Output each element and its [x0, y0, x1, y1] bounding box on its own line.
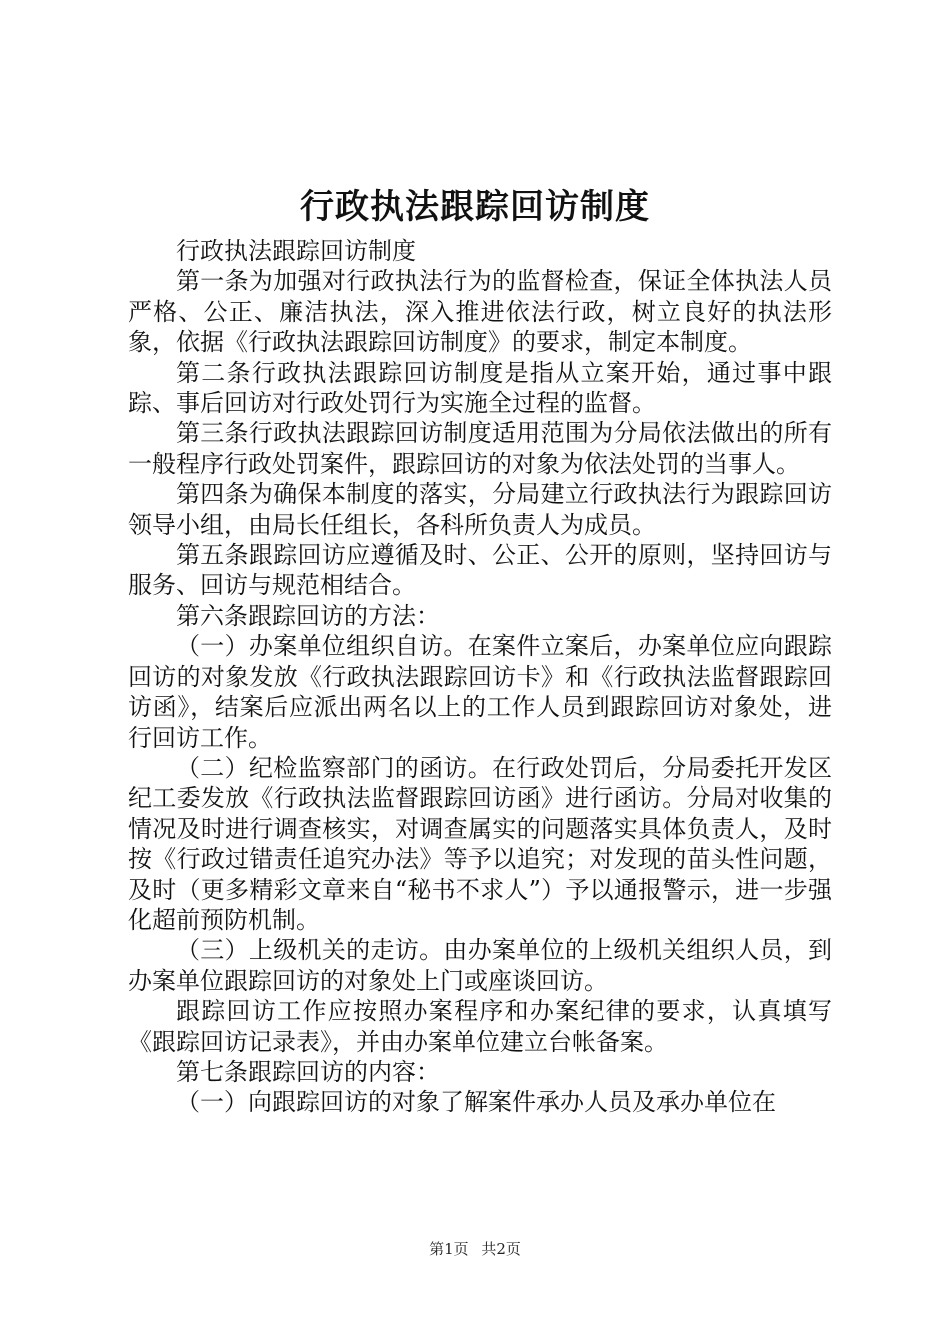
- paragraph: 第四条为确保本制度的落实，分局建立行政执法行为跟踪回访领导小组，由局长任组长，各科所负责人为成员。: [128, 480, 832, 539]
- paragraph: 第五条跟踪回访应遵循及时、公正、公开的原则，坚持回访与服务、回访与规范相结合。: [128, 541, 832, 600]
- document-body: [128, 236, 832, 1118]
- paragraph: （三）上级机关的走访。由办案单位的上级机关组织人员，到办案单位跟踪回访的对象处上门或座谈回访。: [128, 936, 832, 995]
- paragraph: 行政执法跟踪回访制度: [176, 237, 416, 265]
- paragraph: 第一条为加强对行政执法行为的监督检查，保证全体执法人员严格、公正、廉洁执法，深入推进依法行政，树立良好的执法形象，依据《行政执法跟踪回访制度》的要求，制定本制度。: [128, 267, 832, 357]
- paragraph: 第三条行政执法跟踪回访制度适用范围为分局依法做出的所有一般程序行政处罚案件，跟踪回访的对象为依法处罚的当事人。: [128, 419, 832, 478]
- paragraph: 第六条跟踪回访的方法：: [176, 601, 440, 630]
- page-total: 共2页: [481, 1240, 521, 1258]
- document-title: 行政执法跟踪回访制度: [300, 187, 650, 227]
- paragraph: （一）向跟踪回访的对象了解案件承办人员及承办单位在: [176, 1088, 776, 1117]
- paragraph: 跟踪回访工作应按照办案程序和办案纪律的要求，认真填写《跟踪回访记录表》，并由办案单位建立台帐备案。: [128, 997, 832, 1056]
- page-footer: [0, 1239, 950, 1259]
- paragraph: 第二条行政执法跟踪回访制度是指从立案开始，通过事中跟踪、事后回访对行政处罚行为实施全过程的监督。: [128, 358, 832, 418]
- paragraph: （一）办案单位组织自访。在案件立案后，办案单位应向跟踪回访的对象发放《行政执法跟踪回访卡》和《行政执法监督跟踪回访函》，结案后应派出两名以上的工作人员到跟踪回访对象处，进行回访工作。: [128, 632, 832, 752]
- paragraph: （二）纪检监察部门的函访。在行政处罚后，分局委托开发区纪工委发放《行政执法监督跟踪回访函》进行函访。分局对收集的情况及时进行调查核实，对调查属实的问题落实具体负责人，及时按《行政过错责任追究办法》等予以追究；对发现的苗头性问题，及时（更多精彩文章来自“秘书不求人”）予以通报警示，进一步强化超前预防机制。: [128, 753, 832, 934]
- page-number: 第1页: [429, 1240, 469, 1258]
- paragraph: 第七条跟踪回访的内容：: [176, 1057, 440, 1086]
